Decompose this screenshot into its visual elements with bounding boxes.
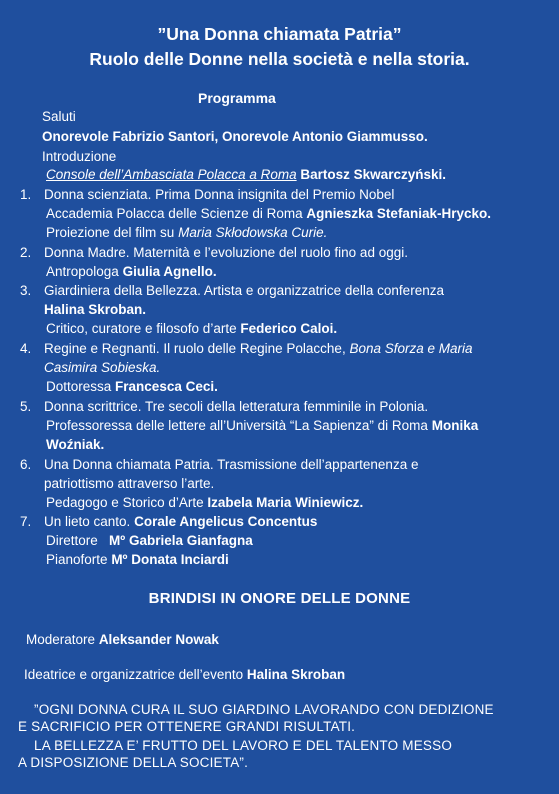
console-link: Console dell’Ambasciata Polacca a Roma <box>46 167 297 182</box>
item-5-speaker-cont: Woźniak. <box>46 437 105 452</box>
onorevoli: Onorevole Fabrizio Santori, Onorevole Antonio Giammusso. <box>42 129 428 144</box>
introduzione: Introduzione <box>42 149 117 164</box>
moderatore: Moderatore Aleksander Nowak <box>26 632 219 647</box>
item-7-title: Un lieto canto. Corale Angelicus Concentus <box>44 514 318 529</box>
item-6-number: 6. <box>20 457 32 472</box>
ideatrice: Ideatrice e organizzatrice dell’evento Halina Skroban <box>24 667 346 682</box>
item-7-number: 7. <box>20 514 32 529</box>
item-4-title-cont: Casimira Sobieska. <box>44 360 161 375</box>
item-4-speaker: Dottoressa Francesca Ceci. <box>46 379 218 394</box>
title-line-2: Ruolo delle Donne nella società e nella storia. <box>89 49 470 69</box>
item-4-title: Regine e Regnanti. Il ruolo delle Regine Polacche, Bona Sforza e Maria <box>44 341 473 356</box>
item-2-number: 2. <box>20 245 32 260</box>
item-1-film: Proiezione del film su Maria Skłodowska Curie. <box>46 225 328 240</box>
item-1-number: 1. <box>20 187 32 202</box>
brindisi-heading: BRINDISI IN ONORE DELLE DONNE <box>148 590 411 607</box>
item-1-title: Donna scienziata. Prima Donna insignita del Premio Nobel <box>44 187 395 202</box>
item-6-speaker: Pedagogo e Storico d’Arte Izabela Maria Winiewicz. <box>46 495 364 510</box>
item-2-title: Donna Madre. Maternità e l’evoluzione del ruolo fino ad oggi. <box>44 245 408 260</box>
quote-line-2: E SACRIFICIO PER OTTENERE GRANDI RISULTATI. <box>18 719 356 734</box>
quote-line-4: A DISPOSIZIONE DELLA SOCIETA”. <box>18 755 249 770</box>
item-3-number: 3. <box>20 283 32 298</box>
item-6-title: Una Donna chiamata Patria. Trasmissione dell’appartenenza e <box>44 457 419 472</box>
item-3-title: Giardiniera della Bellezza. Artista e organizzatrice della conferenza <box>44 283 444 298</box>
item-4-number: 4. <box>20 341 32 356</box>
quote-line-1: ”OGNI DONNA CURA IL SUO GIARDINO LAVORANDO CON DEDIZIONE <box>34 702 494 717</box>
console-line: Console dell’Ambasciata Polacca a Roma Bartosz Skwarczyński. <box>46 167 446 182</box>
title-line-1: ”Una Donna chiamata Patria” <box>157 24 402 44</box>
saluti: Saluti <box>42 109 76 124</box>
item-7-director: Direttore Mº Gabriela Gianfagna <box>46 533 253 548</box>
programma-heading: Programma <box>198 90 276 106</box>
item-3-critic: Critico, curatore e filosofo d’arte Federico Caloi. <box>46 321 338 336</box>
item-2-speaker: Antropologa Giulia Agnello. <box>46 264 217 279</box>
item-7-pianist: Pianoforte Mº Donata Inciardi <box>46 552 229 567</box>
item-6-title-cont: patriottismo attraverso l’arte. <box>44 476 215 491</box>
item-1-speaker: Accademia Polacca delle Scienze di Roma Agnieszka Stefaniak-Hrycko. <box>46 206 491 221</box>
quote-line-3: LA BELLEZZA E’ FRUTTO DEL LAVORO E DEL TALENTO MESSO <box>34 738 453 753</box>
item-5-title: Donna scrittrice. Tre secoli della letteratura femminile in Polonia. <box>44 399 429 414</box>
item-5-number: 5. <box>20 399 32 414</box>
item-3-speaker: Halina Skroban. <box>44 302 147 317</box>
item-5-speaker: Professoressa delle lettere all’Università “La Sapienza” di Roma Monika <box>46 418 479 433</box>
